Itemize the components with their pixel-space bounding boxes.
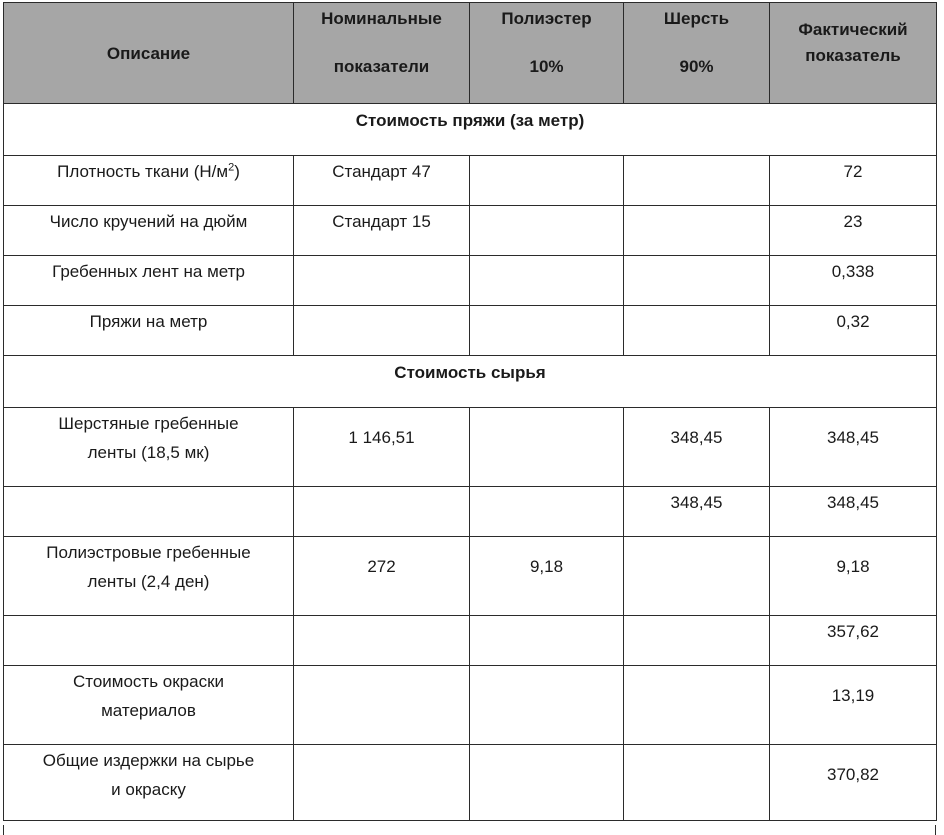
cell-nominal [294,666,470,745]
cell-polyester [470,408,624,487]
table-row-poly-tops [4,537,937,616]
header-polyester-line1: Полиэстер [501,9,592,28]
cell-nominal [294,306,470,356]
header-wool-line1: Шерсть [663,9,730,28]
header-row [4,3,937,104]
cell-desc [4,616,294,666]
cell-polyester [470,206,624,256]
header-actual [770,3,937,104]
table-row-twists [4,206,937,256]
poly-tops-desc-line1: Полиэстровые гребенные [46,543,251,562]
dyeing-desc-line1: Стоимость окраски [72,672,225,691]
cell-desc: Гребенных лент на метр [4,256,294,306]
cell-desc [4,408,294,487]
cell-wool: 348,45 [624,408,770,487]
header-nominal [294,3,470,104]
header-description [4,3,294,104]
section-row-yarn [4,104,937,156]
table-row-total [4,745,937,821]
dyeing-desc-line2: материалов [101,701,196,720]
cell-nominal [294,616,470,666]
cell-desc [4,666,294,745]
table-row-density [4,156,937,206]
cell-nominal [294,256,470,306]
table-row-tops-per-meter [4,256,937,306]
cell-wool [624,256,770,306]
table-row-yarn-per-meter [4,306,937,356]
cell-desc [4,156,294,206]
header-actual-line2: показатель [805,46,901,65]
table-row-dyeing [4,666,937,745]
cell-wool: 348,45 [624,487,770,537]
cell-actual: 72 [770,156,937,206]
density-desc-sup: 2 [228,161,235,174]
table-row-wool-tops [4,408,937,487]
cell-nominal: 272 [294,537,470,616]
header-wool-line2: 90% [679,57,714,76]
cost-table [3,2,937,821]
wool-tops-desc-line2: ленты (18,5 мк) [87,443,210,462]
cell-wool [624,306,770,356]
cell-nominal: Стандарт 15 [294,206,470,256]
cell-desc: Пряжи на метр [4,306,294,356]
section-raw-cost: Стоимость сырья [4,356,937,408]
cell-actual: 23 [770,206,937,256]
cell-actual: 9,18 [770,537,937,616]
cell-wool [624,745,770,821]
cell-wool [624,156,770,206]
cell-desc [4,537,294,616]
cell-actual: 0,32 [770,306,937,356]
cell-polyester [470,487,624,537]
table-row-wool-subtotal [4,487,937,537]
wool-tops-desc-line1: Шерстяные гребенные [58,414,239,433]
header-wool [624,3,770,104]
cell-nominal: 1 146,51 [294,408,470,487]
table-row-raw-total [4,616,937,666]
cell-desc: Число кручений на дюйм [4,206,294,256]
section-yarn-cost: Стоимость пряжи (за метр) [4,104,937,156]
cell-actual: 13,19 [770,666,937,745]
cell-polyester [470,156,624,206]
cell-polyester [470,256,624,306]
header-description-label: Описание [106,43,191,63]
cell-wool [624,206,770,256]
section-row-raw [4,356,937,408]
header-nominal-line1: Номинальные [321,9,442,28]
cell-actual: 348,45 [770,408,937,487]
total-desc-line2: и окраску [111,780,186,799]
cell-nominal: Стандарт 47 [294,156,470,206]
cell-wool [624,666,770,745]
table-continuation [3,825,936,835]
cell-nominal [294,745,470,821]
cell-desc [4,487,294,537]
density-desc-end: ) [234,162,240,181]
cell-actual: 348,45 [770,487,937,537]
cell-desc [4,745,294,821]
cell-wool [624,616,770,666]
header-nominal-line2: показатели [333,57,430,76]
cell-actual: 0,338 [770,256,937,306]
header-polyester-line2: 10% [529,57,564,76]
cell-polyester [470,666,624,745]
header-actual-line1: Фактический [798,20,908,39]
cell-wool [624,537,770,616]
cell-nominal [294,487,470,537]
cell-polyester: 9,18 [470,537,624,616]
density-desc: Плотность ткани (Н/м [57,162,229,181]
total-desc-line1: Общие издержки на сырье [42,751,255,770]
cell-polyester [470,745,624,821]
header-polyester [470,3,624,104]
cell-polyester [470,616,624,666]
cell-actual: 370,82 [770,745,937,821]
poly-tops-desc-line2: ленты (2,4 ден) [87,572,210,591]
cell-polyester [470,306,624,356]
cell-actual: 357,62 [770,616,937,666]
